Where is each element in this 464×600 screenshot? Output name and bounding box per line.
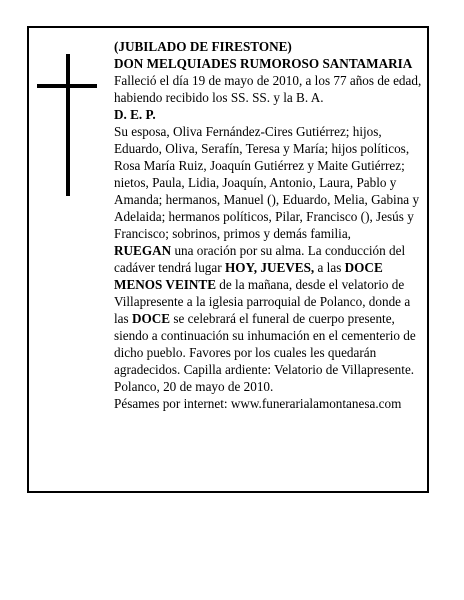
condolences-line: Pésames por internet: www.funerarialamontanesa.com bbox=[114, 396, 402, 411]
ruegan-word: RUEGAN bbox=[114, 243, 172, 258]
cross-horizontal-bar bbox=[37, 84, 97, 88]
ceremony-time: DOCE MENOS VEINTE bbox=[114, 260, 383, 292]
place-date: Polanco, 20 de mayo de 2010. bbox=[114, 379, 274, 394]
ceremony-paragraph bbox=[114, 242, 424, 378]
death-line: Falleció el día 19 de mayo de 2010, a los 77 años de edad, bbox=[114, 73, 422, 88]
cross-vertical-bar bbox=[66, 54, 70, 196]
ceremony-day: HOY, JUEVES, bbox=[224, 260, 315, 275]
retired-note: (JUBILADO DE FIRESTONE) bbox=[114, 39, 292, 54]
funeral-time: DOCE bbox=[131, 311, 171, 326]
sacraments-line: habiendo recibido los SS. SS. y la B. A. bbox=[114, 90, 324, 105]
at-the-text: a las bbox=[314, 260, 345, 275]
dep-line: D. E. P. bbox=[114, 107, 156, 122]
closing-text: se celebrará el funeral de cuerpo presente, siendo a continuación su inhumación en el cementerio de dicho pueblo. Favores por los cuales les quedarán agradecidos. Capilla ardiente: Velatorio de Villapresente. bbox=[114, 311, 416, 377]
deceased-name: DON MELQUIADES RUMOROSO SANTAMARIA bbox=[114, 56, 413, 71]
obituary-text bbox=[114, 38, 424, 412]
route-text: de la mañana, desde el velatorio de Villapresente a la iglesia parroquial de Polanco, donde a las bbox=[114, 277, 411, 326]
prayer-text: una oración por su alma. La conducción del cadáver tendrá lugar bbox=[114, 243, 406, 275]
family-paragraph: Su esposa, Oliva Fernández-Cires Gutiérrez; hijos, Eduardo, Oliva, Serafín, Teresa y María; hijos políticos, Rosa María Ruiz, Joaquín Gutiérrez y Maite Gutiérrez; nietos, Paula, Lidia, Joaquín, Antonio, Laura, Pablo y Amanda; hermanos, Manuel (), Eduardo, Melia, Gabina y Adelaida; hermanos políticos, Pilar, Francisco (), Jesús y Francisco; sobrinos, primos y demás familia, bbox=[114, 124, 420, 241]
